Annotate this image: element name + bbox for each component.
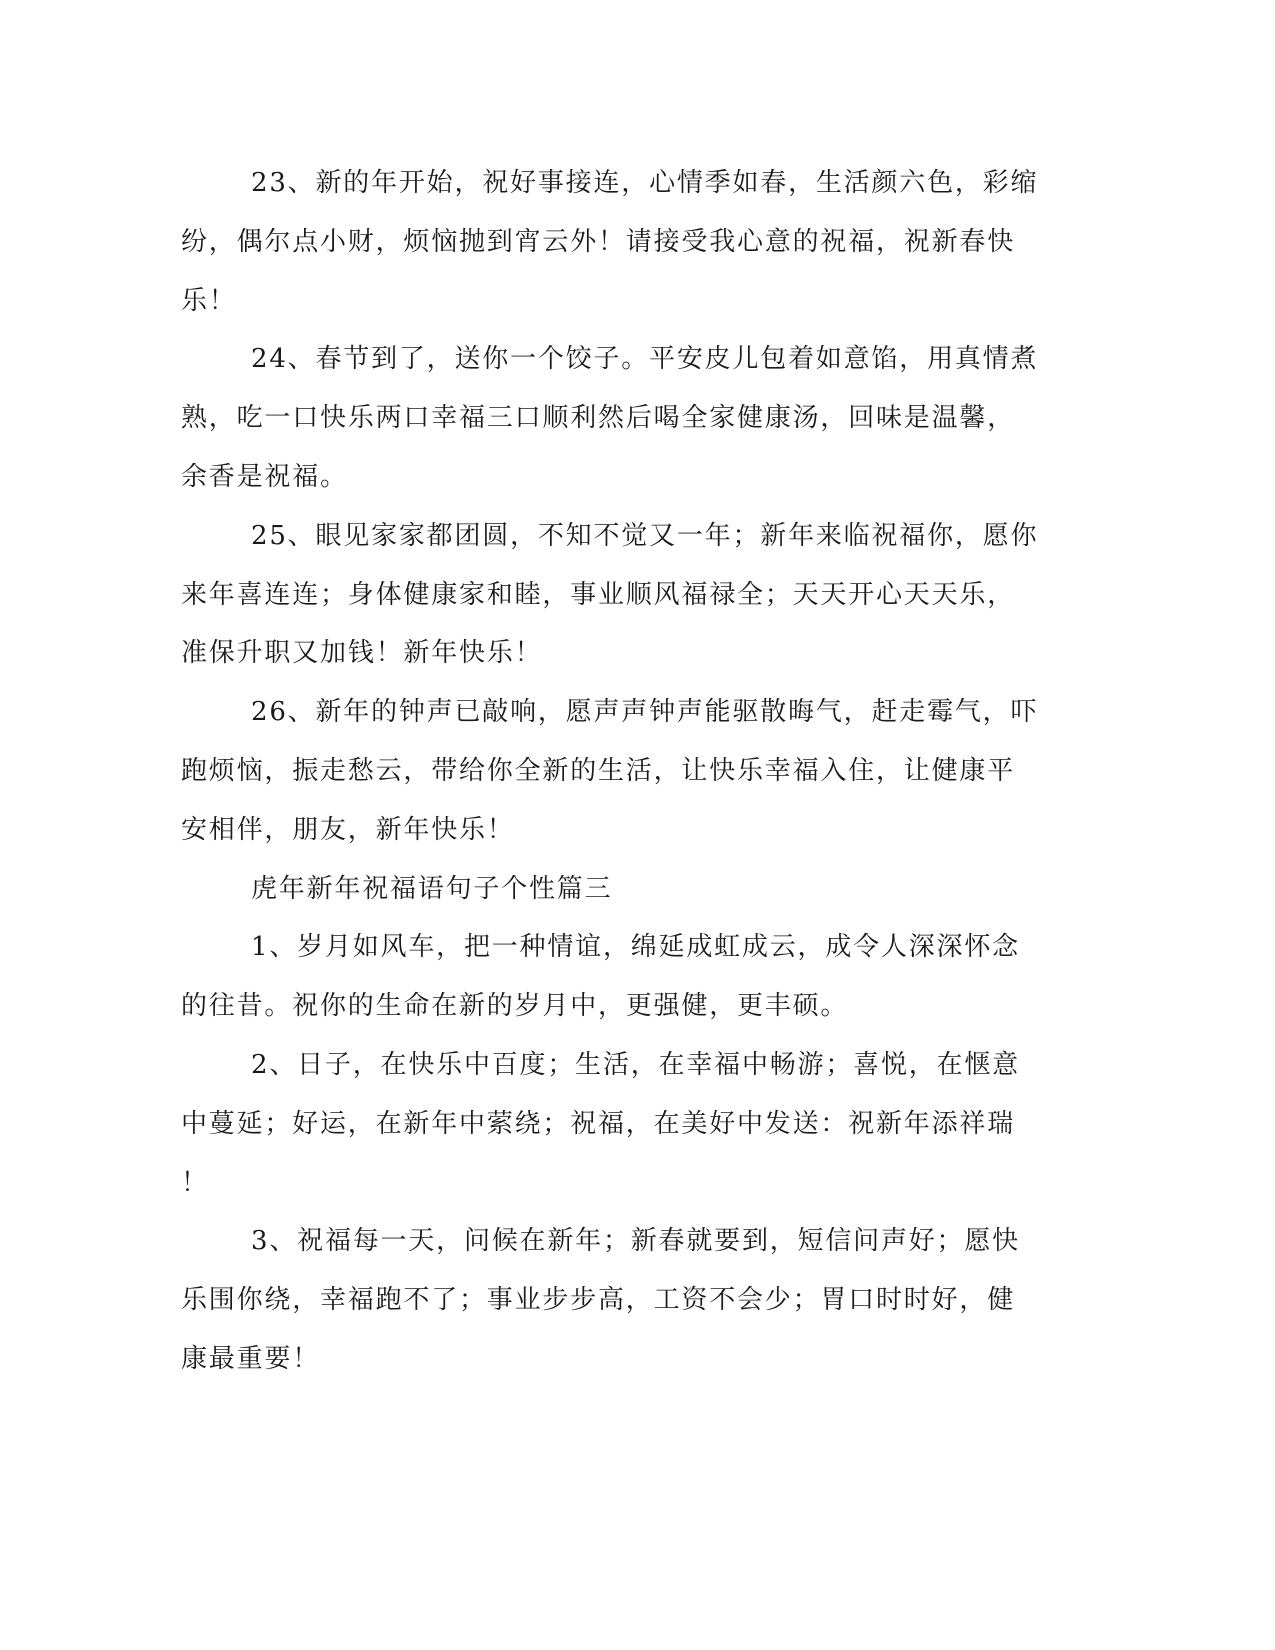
paragraph-line: 1、岁月如风车，把一种情谊，绵延成虹成云，成令人深深怀念 — [251, 932, 1020, 963]
blessing-2 — [181, 1036, 1031, 1212]
paragraph-line: 乐！ — [181, 285, 237, 316]
paragraph-line: 26、新年的钟声已敲响，愿声声钟声能驱散晦气，赶走霉气，吓 — [251, 697, 1039, 728]
document-body — [181, 154, 1039, 1389]
paragraph-line: 康最重要！ — [181, 1343, 321, 1374]
paragraph-line: 25、眼见家家都团圆，不知不觉又一年；新年来临祝福你，愿你 — [251, 520, 1039, 551]
blessing-25 — [181, 507, 1039, 683]
paragraph-line: 纷，偶尔点小财，烦恼抛到宵云外！请接受我心意的祝福，祝新春快 — [181, 226, 1016, 257]
paragraph-line: 熟，吃一口快乐两口幸福三口顺利然后喝全家健康汤，回味是温馨， — [181, 403, 1016, 434]
section-heading: 虎年新年祝福语句子个性篇三 — [251, 873, 613, 904]
paragraph-line: 余香是祝福。 — [181, 461, 348, 492]
paragraph-line: 跑烦恼，振走愁云，带给你全新的生活，让快乐幸福入住，让健康平 — [181, 755, 1016, 786]
paragraph-line: 中蔓延；好运，在新年中萦绕；祝福，在美好中发送：祝新年添祥瑞 — [181, 1108, 1016, 1139]
blessing-24 — [181, 330, 1039, 506]
blessing-23 — [181, 154, 1039, 330]
paragraph-line: 2、日子，在快乐中百度；生活，在幸福中畅游；喜悦，在惬意 — [251, 1049, 1020, 1080]
paragraph-line: 23、新的年开始，祝好事接连，心情季如春，生活颜六色，彩缩 — [251, 168, 1039, 198]
paragraph-line: 安相伴，朋友，新年快乐！ — [181, 814, 515, 845]
paragraph-line: 24、春节到了，送你一个饺子。平安皮儿包着如意馅，用真情煮 — [251, 344, 1039, 375]
paragraph-line: ！ — [181, 1167, 209, 1198]
paragraph-line: 准保升职又加钱！新年快乐！ — [181, 638, 543, 669]
paragraph-line: 乐围你绕，幸福跑不了；事业步步高，工资不会少；胃口时时好，健 — [181, 1285, 1016, 1316]
paragraph-line: 的往昔。祝你的生命在新的岁月中，更强健，更丰硕。 — [181, 991, 849, 1022]
blessing-1 — [181, 918, 1031, 1036]
blessing-3 — [181, 1212, 1031, 1388]
paragraph-line: 来年喜连连；身体健康家和睦，事业顺风福禄全；天天开心天天乐， — [181, 579, 1016, 610]
paragraph-line: 3、祝福每一天，问候在新年；新春就要到，短信问声好；愿快 — [251, 1226, 1020, 1257]
blessing-26 — [181, 683, 1039, 859]
